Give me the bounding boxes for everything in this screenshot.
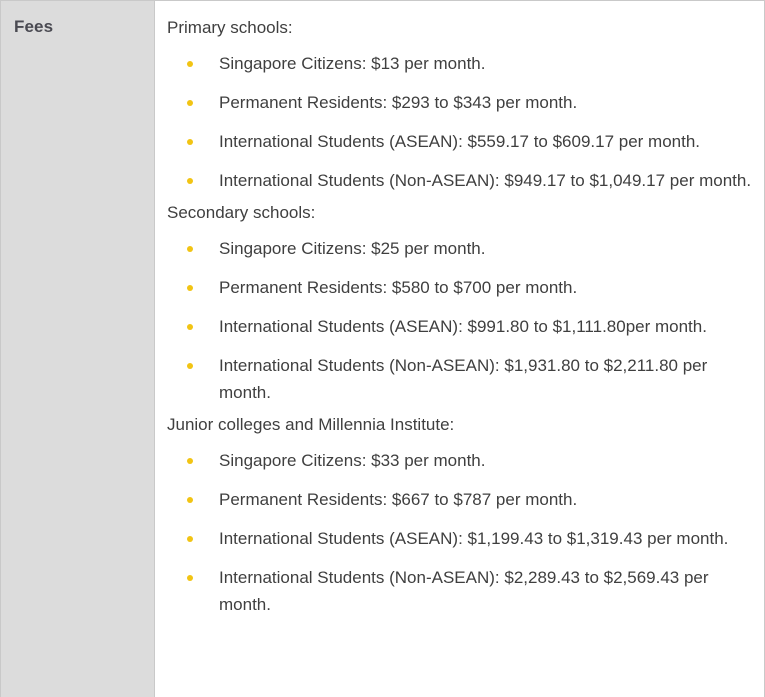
fee-item-text: International Students (Non-ASEAN): $2,289.43 to $2,569.43 per month. (219, 568, 709, 614)
section-title: Primary schools: (167, 18, 293, 37)
fee-item-text: International Students (ASEAN): $559.17 to $609.17 per month. (219, 132, 701, 151)
section-secondary-schools (167, 202, 756, 406)
section-title: Junior colleges and Millennia Institute: (167, 415, 455, 434)
fee-item-text: Permanent Residents: $580 to $700 per month. (219, 278, 578, 297)
bullet-icon (187, 324, 193, 330)
fee-item-text: International Students (Non-ASEAN): $1,931.80 to $2,211.80 per month. (219, 356, 708, 402)
bullet-icon (187, 178, 193, 184)
bullet-icon (187, 497, 193, 503)
fee-item-text: International Students (Non-ASEAN): $949.17 to $1,049.17 per month. (219, 171, 752, 190)
fee-list (167, 235, 756, 406)
fee-item (167, 564, 756, 618)
bullet-icon (187, 61, 193, 67)
fee-item (167, 89, 756, 116)
fee-item (167, 235, 756, 262)
fee-item-text: Singapore Citizens: $33 per month. (219, 451, 486, 470)
fee-item-text: International Students (ASEAN): $1,199.43 to $1,319.43 per month. (219, 529, 729, 548)
section-junior-colleges (167, 414, 756, 618)
fee-item (167, 352, 756, 406)
bullet-icon (187, 139, 193, 145)
fee-item-text: International Students (ASEAN): $991.80 to $1,111.80per month. (219, 317, 707, 336)
row-label: Fees (14, 17, 54, 36)
bullet-icon (187, 246, 193, 252)
fee-item-text: Permanent Residents: $667 to $787 per month. (219, 490, 578, 509)
bullet-icon (187, 285, 193, 291)
fee-list (167, 50, 756, 194)
section-title: Secondary schools: (167, 203, 316, 222)
row-label-cell (1, 1, 155, 697)
fee-item (167, 274, 756, 301)
fee-list (167, 447, 756, 618)
fees-content-cell (155, 1, 764, 697)
fee-item (167, 50, 756, 77)
bullet-icon (187, 536, 193, 542)
fee-item-text: Singapore Citizens: $13 per month. (219, 54, 486, 73)
fee-item (167, 128, 756, 155)
fee-item (167, 313, 756, 340)
bullet-icon (187, 100, 193, 106)
bullet-icon (187, 458, 193, 464)
bullet-icon (187, 575, 193, 581)
section-primary-schools (167, 17, 756, 194)
fee-item-text: Permanent Residents: $293 to $343 per month. (219, 93, 578, 112)
fee-item (167, 525, 756, 552)
fee-item-text: Singapore Citizens: $25 per month. (219, 239, 486, 258)
fee-item (167, 167, 756, 194)
bullet-icon (187, 363, 193, 369)
fee-item (167, 486, 756, 513)
fee-item (167, 447, 756, 474)
